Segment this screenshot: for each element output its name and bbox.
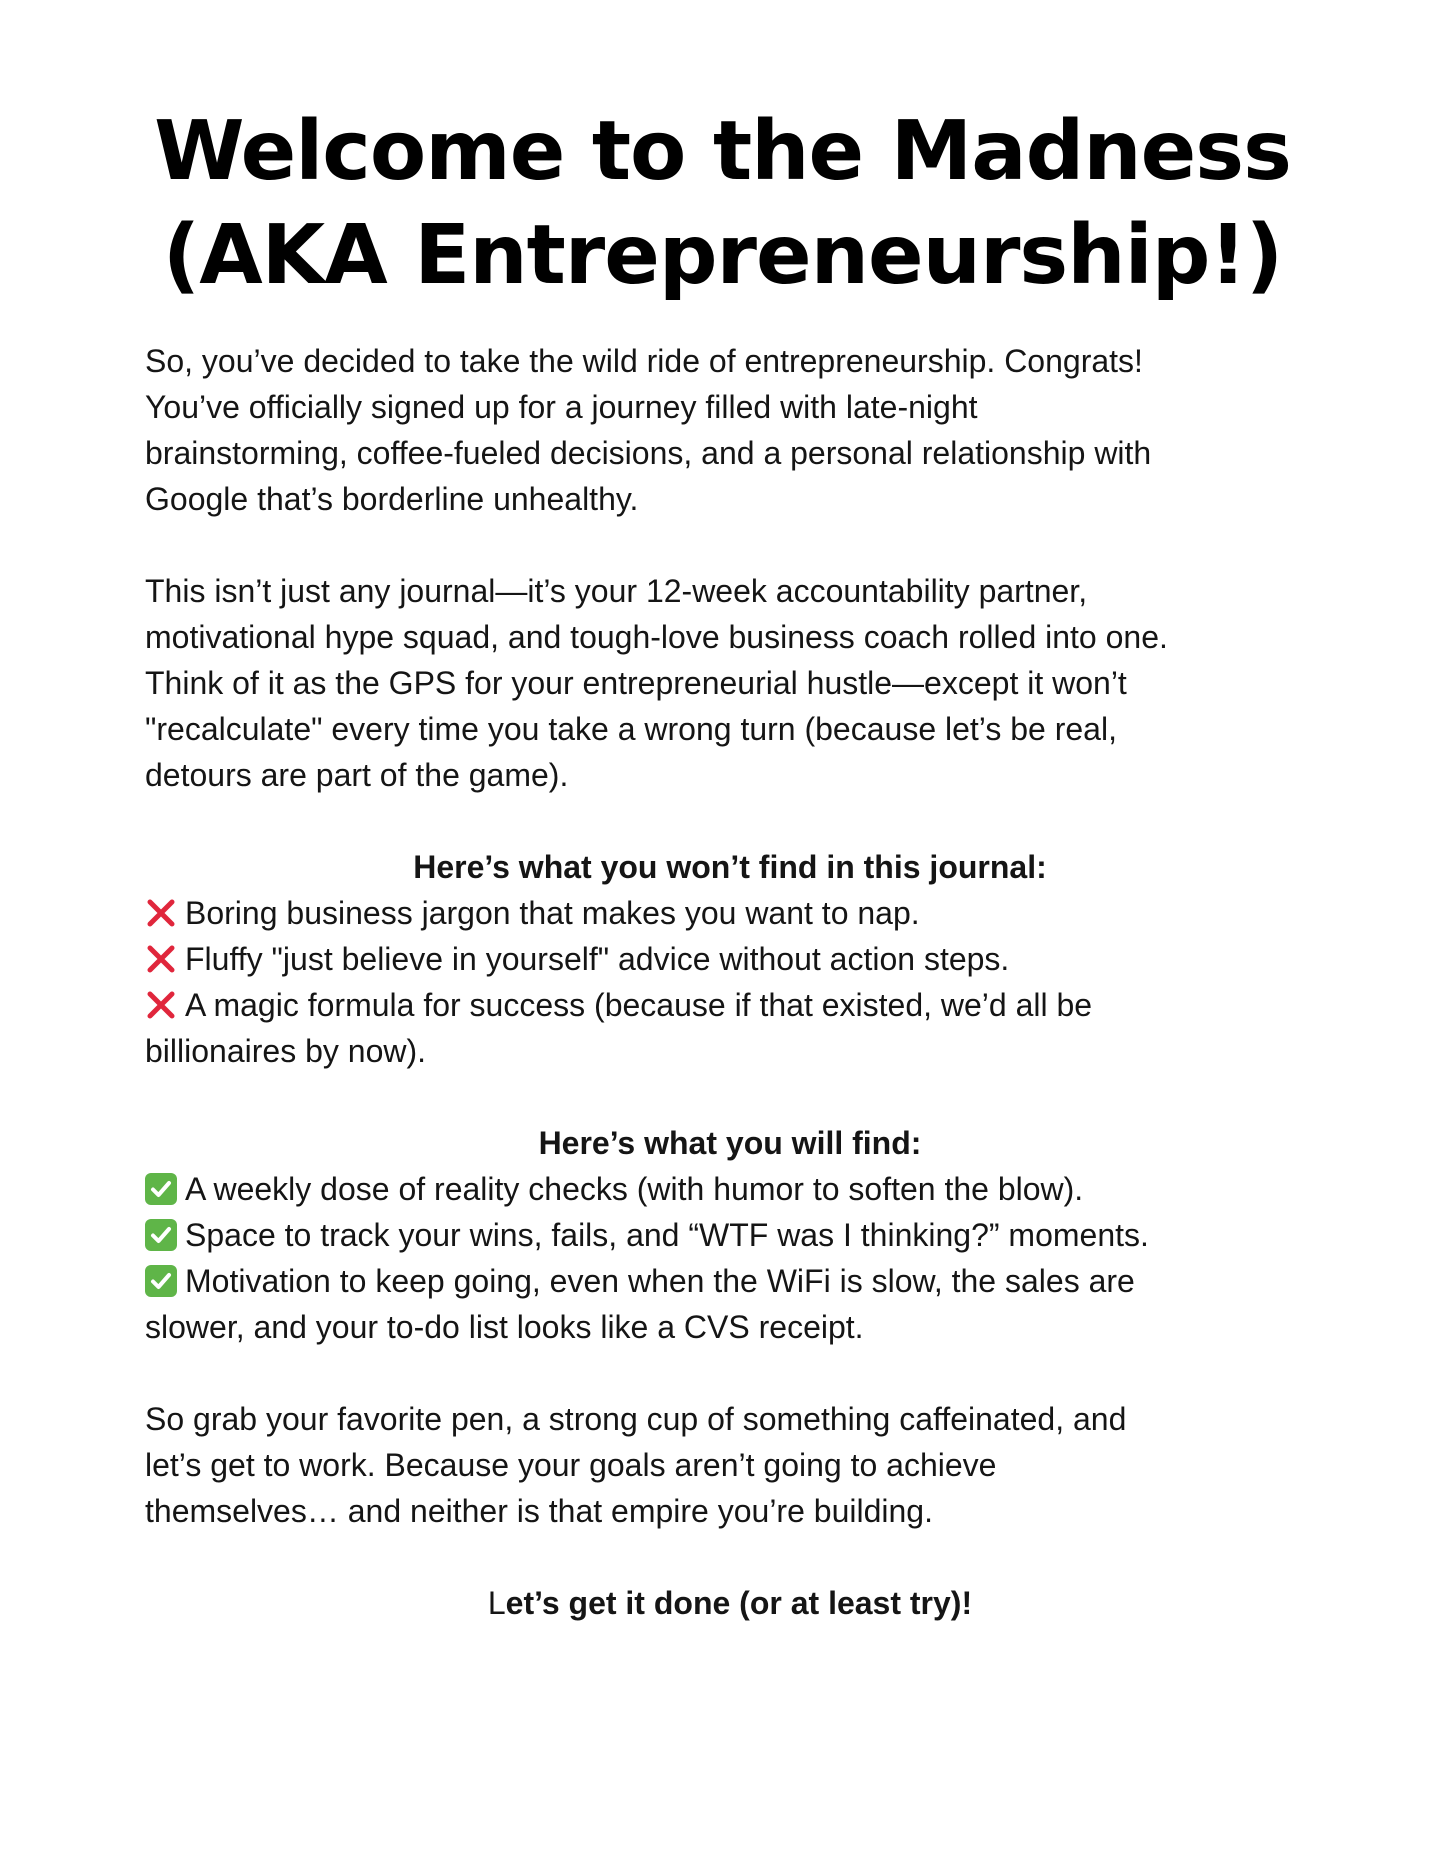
will-find-list — [145, 1166, 1315, 1350]
wont-find-heading: Here’s what you won’t find in this journal: — [413, 849, 1047, 885]
cross-mark-icon — [145, 897, 177, 929]
page-title — [0, 100, 1445, 308]
title-line-1: Welcome to the Madness — [154, 104, 1291, 199]
title-line-2: (AKA Entrepreneurship!) — [162, 208, 1283, 303]
list-item-text: Motivation to keep going, even when the WiFi is slow, the sales are slower, and your to-do list looks like a CVS receipt. — [145, 1263, 1135, 1345]
cross-mark-icon — [145, 943, 177, 975]
intro-paragraph-2: This isn’t just any journal—it’s your 12-week accountability partner, motivational hype squad, and tough-love business coach rolled into one. Think of it as the GPS for your entrepreneurial hustle—except it won’t "recalculate" every time you take a wrong turn (because let’s be real, detours are part of the game). — [145, 573, 1168, 793]
closing-line — [145, 1580, 1315, 1626]
list-item-text: A weekly dose of reality checks (with humor to soften the blow). — [185, 1171, 1084, 1207]
cross-mark-icon — [145, 989, 177, 1021]
check-mark-icon — [145, 1219, 177, 1251]
check-mark-icon — [145, 1265, 177, 1297]
wont-find-list — [145, 890, 1315, 1074]
intro-paragraph-1: So, you’ve decided to take the wild ride of entrepreneurship. Congrats! You’ve officially signed up for a journey filled with late-night brainstorming, coffee-fueled decisions, and a personal relationship with Google that’s borderline unhealthy. — [145, 343, 1152, 517]
list-item — [145, 982, 1315, 1074]
list-item — [145, 1258, 1315, 1350]
closing-first-letter: L — [487, 1585, 506, 1621]
list-item — [145, 1166, 1315, 1212]
list-item — [145, 936, 1315, 982]
closing-rest: et’s get it done (or at least try)! — [505, 1585, 973, 1621]
will-find-heading: Here’s what you will find: — [538, 1125, 922, 1161]
list-item — [145, 890, 1315, 936]
list-item-text: Space to track your wins, fails, and “WTF was I thinking?” moments. — [185, 1217, 1149, 1253]
list-item-text: A magic formula for success (because if that existed, we’d all be billionaires by now). — [145, 987, 1093, 1069]
list-item — [145, 1212, 1315, 1258]
body-content — [145, 338, 1315, 1626]
list-item-text: Boring business jargon that makes you want to nap. — [185, 895, 920, 931]
outro-paragraph: So grab your favorite pen, a strong cup of something caffeinated, and let’s get to work. Because your goals aren’t going to achieve themselves… and neither is that empire you’re building. — [145, 1401, 1127, 1529]
check-mark-icon — [145, 1173, 177, 1205]
list-item-text: Fluffy "just believe in yourself" advice without action steps. — [185, 941, 1010, 977]
